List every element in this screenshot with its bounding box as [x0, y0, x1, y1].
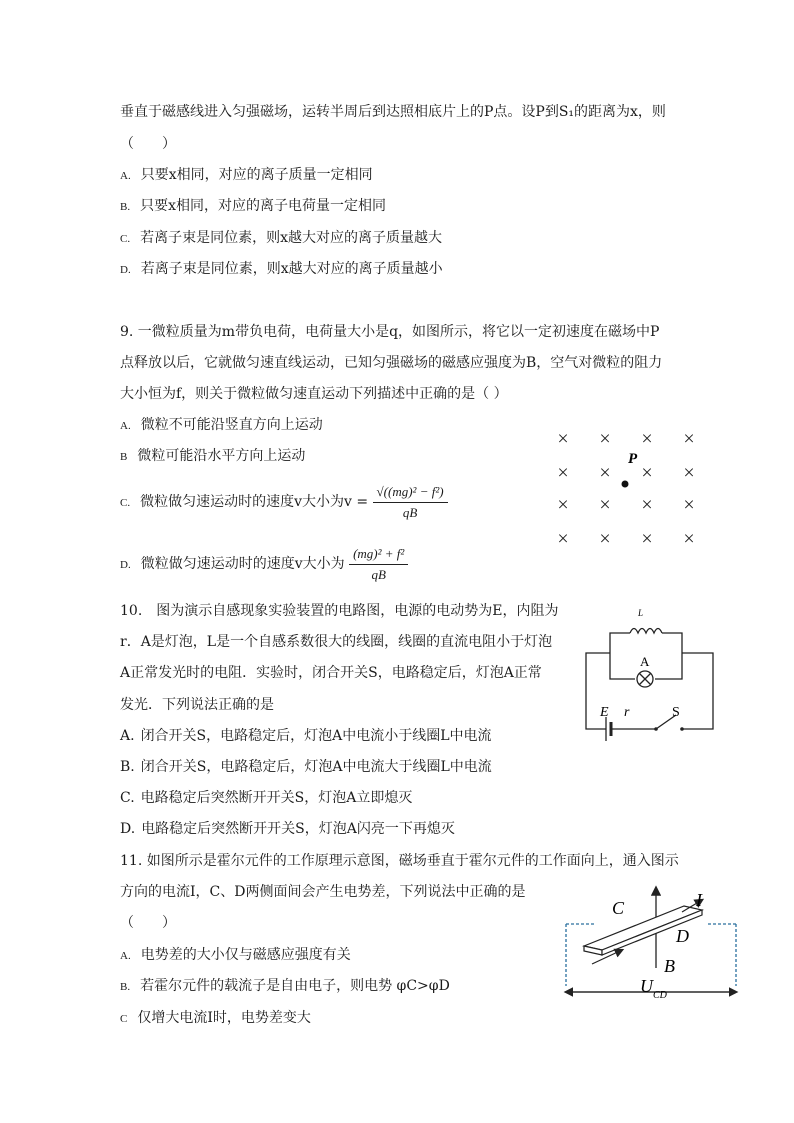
svg-text:×: ×	[683, 494, 695, 516]
q9-c-denominator: qB	[402, 504, 418, 520]
q8-stem-line1: 垂直于磁感线进入匀强磁场，运转半周后到达照相底片上的P点。设P到S₁的距离为x，则	[120, 104, 666, 120]
svg-text:×: ×	[683, 528, 695, 550]
svg-text:×: ×	[557, 428, 569, 450]
svg-text:×: ×	[683, 428, 695, 450]
q11-option-b[interactable]: B. 若霍尔元件的载流子是自由电子，则电势 φC>φD	[120, 978, 450, 994]
q9-stem-line2: 点释放以后，它就做匀速直线运动，已知匀强磁场的磁感应强度为B，空气对微粒的阻力	[120, 355, 663, 371]
q10-stem-line3: A正常发光时的电阻．实验时，闭合开关S，电路稳定后，灯泡A正常	[120, 665, 542, 681]
q11-stem-line2: 方向的电流I，C、D两侧面间会产生电势差，下列说法中正确的是	[120, 884, 526, 900]
svg-text:×: ×	[557, 494, 569, 516]
wire-left-top	[610, 633, 630, 653]
switch-label: S	[672, 705, 680, 720]
svg-text:×: ×	[599, 528, 611, 550]
q11-option-c[interactable]: C 仅增大电流I时，电势差变大	[120, 1010, 311, 1026]
q10-stem-line2: r．A是灯泡，L是一个自感系数很大的线圈，线圈的直流电阻小于灯泡	[120, 634, 553, 650]
q9-option-b[interactable]: B 微粒可能沿水平方向上运动	[120, 448, 306, 464]
q11-bracket: （ ）	[120, 915, 176, 931]
wire-lamp-right	[655, 653, 682, 679]
ucd-subscript: CD	[653, 990, 667, 1000]
q9-d-numerator: (mg)² + f²	[349, 545, 408, 565]
q9-d-fraction	[349, 545, 408, 584]
svg-text:×: ×	[641, 528, 653, 550]
svg-text:×: ×	[599, 462, 611, 484]
q10-option-d[interactable]: D. 电路稳定后突然断开开关S，灯泡A闪亮一下再熄灭	[120, 821, 455, 837]
q10-option-c[interactable]: C. 电路稳定后突然断开开关S，灯泡A立即熄灭	[120, 790, 413, 806]
ucd-label: U	[640, 976, 653, 996]
lamp-label: A	[640, 654, 650, 669]
svg-text:×: ×	[599, 428, 611, 450]
wire-right-top	[662, 633, 682, 653]
svg-text:×: ×	[683, 462, 695, 484]
current-i-label: I	[696, 890, 702, 910]
q11-hall-element-figure	[556, 880, 746, 1000]
q10-stem-line4: 发光．下列说法正确的是	[120, 697, 274, 713]
q8-option-d[interactable]: D. 若离子束是同位素，则x越大对应的离子质量越小	[120, 261, 443, 277]
q10-option-b[interactable]: B. 闭合开关S，电路稳定后，灯泡A中电流大于线圈L中电流	[120, 759, 492, 775]
q11-option-a[interactable]: A. 电势差的大小仅与磁感应强度有关	[120, 947, 351, 963]
switch-contact	[680, 727, 684, 731]
field-b-label: B	[664, 956, 675, 976]
point-p-dot	[622, 481, 629, 488]
switch-pivot	[654, 727, 658, 731]
point-p-label: P	[628, 451, 638, 467]
q10-stem-line1: 10. 图为演示自感现象实验装置的电路图，电源的电动势为E，内阻为	[120, 603, 559, 619]
q9-c-fraction	[373, 483, 448, 522]
q11-stem-line1: 11. 如图所示是霍尔元件的工作原理示意图，磁场垂直于霍尔元件的工作面向上，通入图示	[120, 853, 679, 869]
q9-option-c[interactable]: C. 微粒做匀速运动时的速度v大小为v = $\frac{\text{√((mg)² − f²)}}{qB}$	[120, 480, 448, 525]
q8-option-a[interactable]: A. 只要x相同，对应的离子质量一定相同	[120, 167, 373, 183]
q10-circuit-figure	[580, 603, 720, 745]
svg-text:×: ×	[557, 462, 569, 484]
q9-d-denominator: qB	[371, 566, 386, 582]
internal-resistance-label: r	[624, 705, 630, 720]
q9-c-numerator: √((mg)² − f²)	[373, 483, 448, 503]
q9-option-a[interactable]: A. 微粒不可能沿竖直方向上运动	[120, 417, 323, 433]
side-c-label: C	[612, 898, 625, 918]
inductor-label: L	[638, 608, 644, 618]
inductor-coil	[630, 629, 662, 634]
side-d-label: D	[676, 926, 689, 946]
q8-bracket: （ ）	[120, 136, 176, 152]
svg-text:×: ×	[641, 494, 653, 516]
wire-lamp-left	[610, 653, 635, 679]
svg-text:×: ×	[557, 528, 569, 550]
lamp-cross	[640, 674, 651, 685]
q9-magnetic-field-figure	[550, 425, 710, 550]
q10-option-a[interactable]: A. 闭合开关S，电路稳定后，灯泡A中电流小于线圈L中电流	[120, 728, 492, 744]
field-into-page-marks	[557, 428, 694, 550]
emf-label: E	[600, 705, 609, 720]
svg-text:×: ×	[641, 462, 653, 484]
q9-option-d[interactable]: D. 微粒做匀速运动时的速度v大小为 $\frac{\text{(mg)² + f²}}{qB}$	[120, 542, 408, 587]
q9-stem-line1: 9. 一微粒质量为m带负电荷，电荷量大小是q，如图所示，将它以一定初速度在磁场中P	[120, 324, 660, 340]
wire-right-outer	[682, 653, 713, 729]
q8-option-b[interactable]: B. 只要x相同，对应的离子电荷量一定相同	[120, 198, 386, 214]
q8-option-c[interactable]: C. 若离子束是同位素，则x越大对应的离子质量越大	[120, 230, 442, 246]
svg-text:×: ×	[599, 494, 611, 516]
svg-text:×: ×	[641, 428, 653, 450]
q9-stem-line3: 大小恒为f，则关于微粒做匀速直运动下列描述中正确的是（ ）	[120, 386, 508, 402]
